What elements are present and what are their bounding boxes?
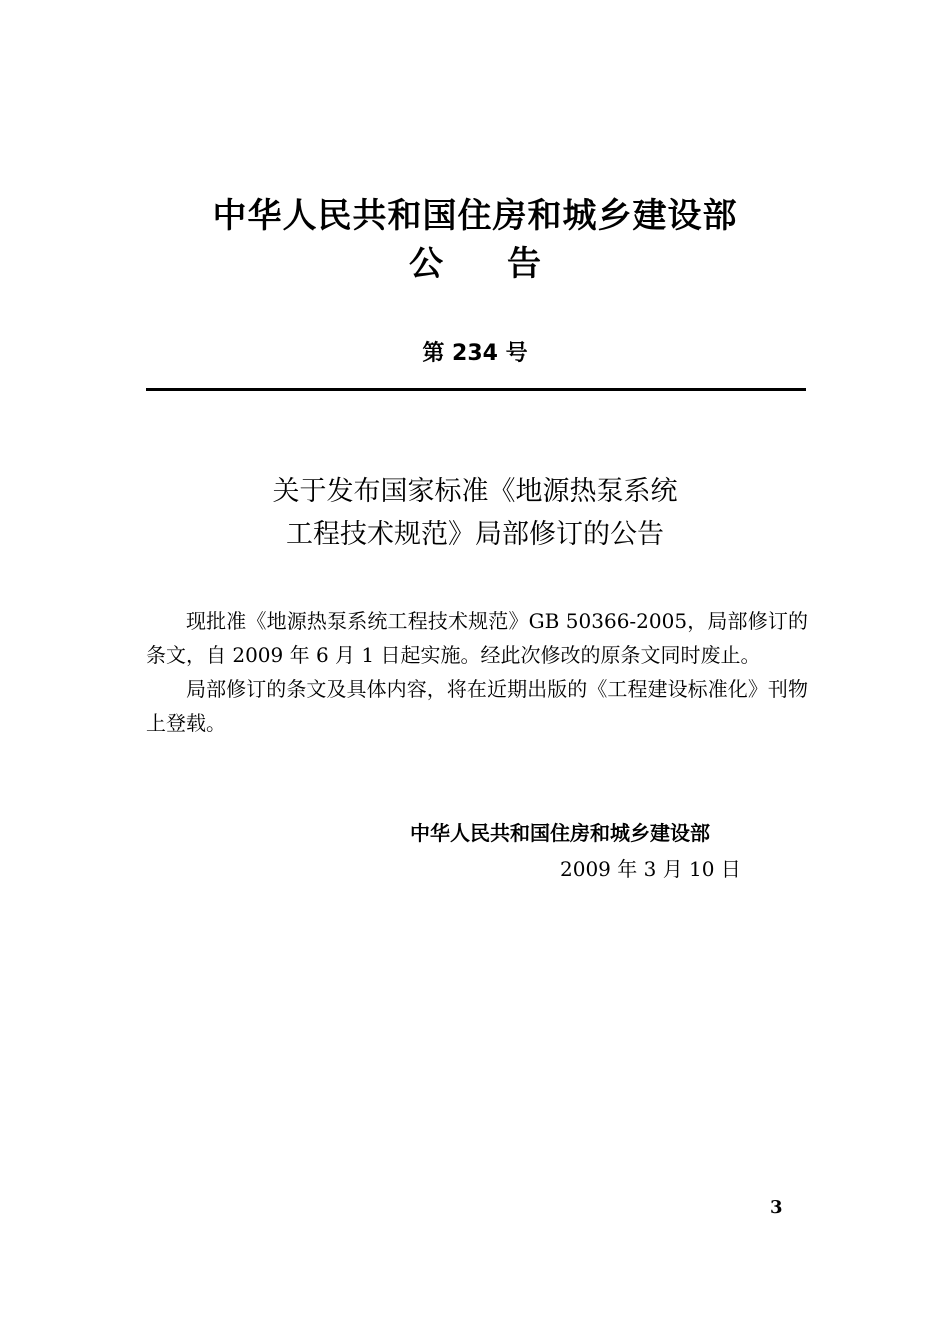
- body-paragraph-1: 现批准《地源热泵系统工程技术规范》GB 50366-2005，局部修订的条文，自 2009 年 6 月 1 日起实施。经此次修改的原条文同时废止。: [146, 609, 808, 667]
- signature-organization: 中华人民共和国住房和城乡建设部: [410, 821, 710, 845]
- header-divider: [146, 388, 806, 391]
- announcement-body: [146, 604, 808, 740]
- body-paragraph-2: 局部修订的条文及具体内容，将在近期出版的《工程建设标准化》刊物上登载。: [146, 677, 808, 735]
- document-type-heading: [0, 240, 950, 288]
- document-type-char-1: 公: [409, 244, 443, 284]
- issuer-title: 中华人民共和国住房和城乡建设部: [212, 196, 738, 236]
- subject-line-2: 工程技术规范》局部修订的公告: [286, 519, 664, 550]
- signature-date: 2009 年 3 月 10 日: [560, 857, 741, 881]
- announcement-subject: [0, 470, 950, 556]
- document-type-char-2: 告: [507, 244, 541, 284]
- page-number: 3: [770, 1197, 783, 1218]
- subject-line-1: 关于发布国家标准《地源热泵系统: [272, 476, 678, 507]
- announcement-number: 第 234 号: [422, 341, 528, 366]
